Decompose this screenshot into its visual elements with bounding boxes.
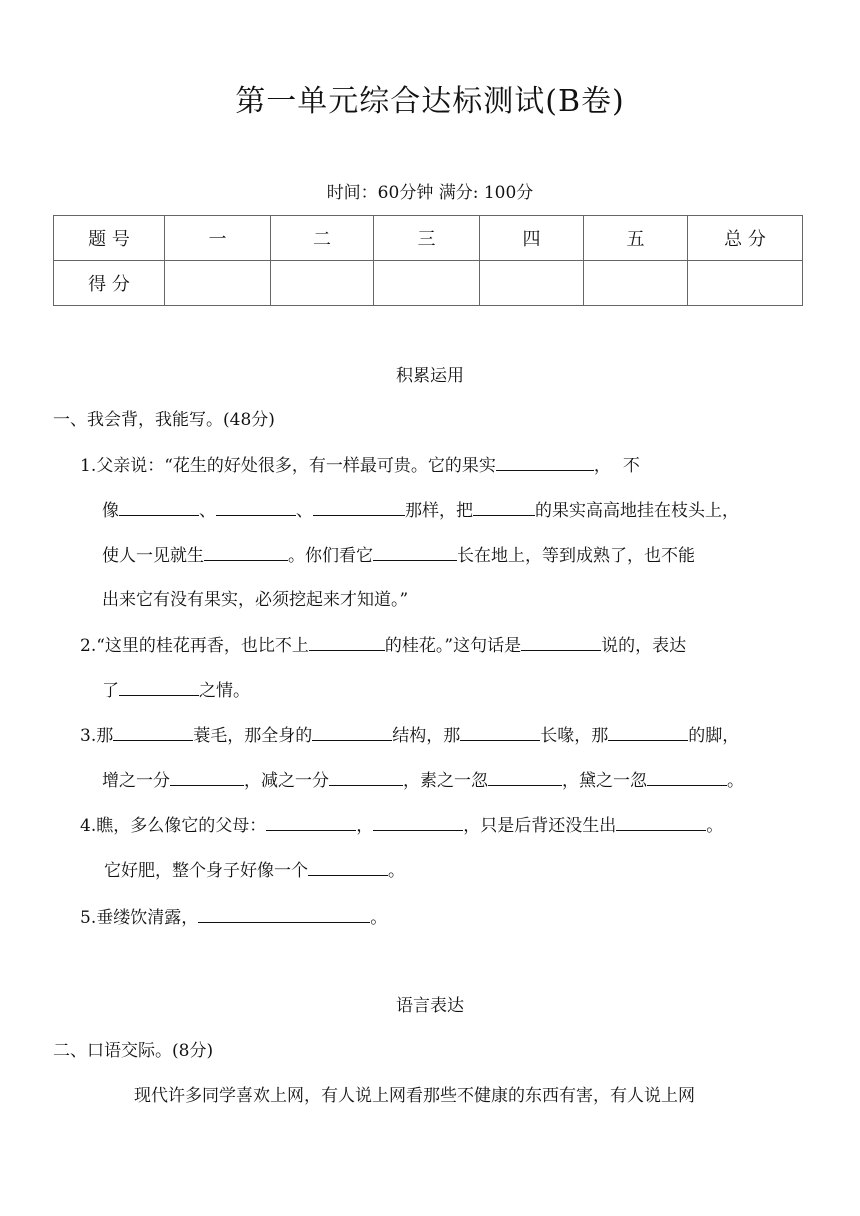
- answer-blank[interactable]: [119, 497, 199, 516]
- header-cell: 总 分: [688, 216, 803, 261]
- q1-item1-line4: 出来它有没有果实，必须挖起来才知道。”: [102, 590, 409, 610]
- q1-item4-line1: 4.瞧，多么像它的父母： ， ，只是后背还没生出 。: [80, 812, 723, 839]
- score-table-header-row: [54, 216, 803, 261]
- score-table: [53, 215, 803, 306]
- answer-blank[interactable]: [198, 904, 370, 923]
- q1-item3-line2: 增之一分 ，减之一分 ，素之一忽 ，黛之一忽 。: [102, 767, 744, 794]
- answer-blank[interactable]: [313, 497, 405, 516]
- header-cell: 题 号: [54, 216, 165, 261]
- q1-item3-line1: 3.那 蓑毛，那全身的 结构，那 长喙，那 的脚，: [80, 722, 739, 749]
- header-cell: 五: [584, 216, 688, 261]
- answer-blank[interactable]: [608, 722, 688, 741]
- header-cell: 二: [271, 216, 374, 261]
- question-1-heading: 一、我会背，我能写。(48分): [53, 410, 275, 430]
- answer-blank[interactable]: [119, 677, 199, 696]
- answer-blank[interactable]: [473, 497, 535, 516]
- answer-blank[interactable]: [170, 767, 244, 786]
- answer-blank[interactable]: [216, 497, 296, 516]
- answer-blank[interactable]: [204, 542, 288, 561]
- q2-paragraph: 现代许多同学喜欢上网，有人说上网看那些不健康的东西有害，有人说上网: [134, 1086, 695, 1106]
- answer-blank[interactable]: [329, 767, 403, 786]
- answer-blank[interactable]: [521, 632, 601, 651]
- answer-blank[interactable]: [373, 542, 457, 561]
- question-2-heading: 二、口语交际。(8分): [53, 1041, 214, 1061]
- answer-blank[interactable]: [460, 722, 540, 741]
- page-title: 第一单元综合达标测试(B卷): [235, 84, 625, 119]
- header-cell: 四: [480, 216, 584, 261]
- q1-item1-line2: 像 、 、 那样，把 的果实高高地挂在枝头上，: [102, 497, 739, 524]
- q1-item1-line1: 1.父亲说：“花生的好处很多，有一样最可贵。它的果实 ，不: [80, 452, 652, 479]
- row-label: 得 分: [54, 261, 165, 306]
- q1-item2-line2: 了 之情。: [102, 677, 250, 704]
- score-cell[interactable]: [584, 261, 688, 306]
- answer-blank[interactable]: [309, 632, 385, 651]
- answer-blank[interactable]: [312, 722, 392, 741]
- q1-item1-line3: 使人一见就生 。你们看它 长在地上，等到成熟了，也不能: [102, 542, 695, 569]
- answer-blank[interactable]: [373, 812, 463, 831]
- score-cell[interactable]: [165, 261, 271, 306]
- section-heading-accumulate: 积累运用: [396, 366, 464, 386]
- answer-blank[interactable]: [266, 812, 356, 831]
- answer-blank[interactable]: [496, 452, 594, 471]
- answer-blank[interactable]: [488, 767, 562, 786]
- answer-blank[interactable]: [647, 767, 727, 786]
- answer-blank[interactable]: [308, 857, 388, 876]
- score-cell[interactable]: [374, 261, 480, 306]
- section-heading-expression: 语言表达: [396, 996, 464, 1016]
- answer-blank[interactable]: [113, 722, 193, 741]
- score-cell[interactable]: [688, 261, 803, 306]
- score-cell[interactable]: [271, 261, 374, 306]
- q1-item5-line1: 5.垂缕饮清露， 。: [80, 904, 387, 931]
- q1-item2-line1: 2.“这里的桂花再香，也比不上 的桂花。”这句话是 说的，表达: [80, 632, 686, 659]
- exam-info: 时间：60分钟 满分: 100分: [326, 183, 534, 203]
- header-cell: 一: [165, 216, 271, 261]
- score-table-score-row: [54, 261, 803, 306]
- score-cell[interactable]: [480, 261, 584, 306]
- q1-item4-line2: 它好肥，整个身子好像一个 。: [104, 857, 405, 884]
- header-cell: 三: [374, 216, 480, 261]
- answer-blank[interactable]: [616, 812, 706, 831]
